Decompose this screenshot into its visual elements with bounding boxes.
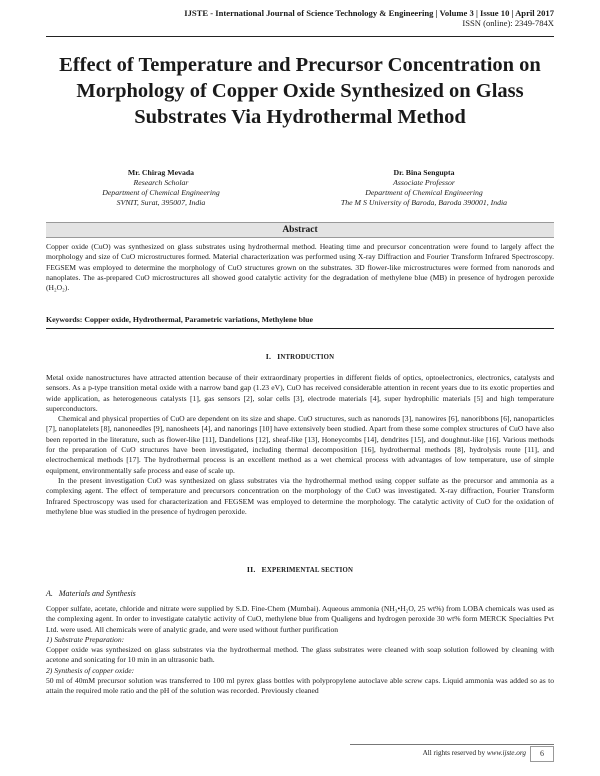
section-number: II.	[246, 565, 256, 574]
issn: ISSN (online): 2349-784X	[462, 18, 554, 28]
author-affiliation: SVNIT, Surat, 395007, India	[116, 198, 206, 207]
section-heading-introduction	[46, 352, 554, 361]
author-role: Associate Professor	[393, 178, 455, 187]
author-department: Department of Chemical Engineering	[102, 188, 220, 197]
paragraph: In the present investigation CuO was synthesized on glass substrates via the hydrothermal method using copper sulfate as the precursor and ammonia as a complexing agent. The effect of temperature and precursors concentration on the morphology of the CuO was investigated. X-ray diffraction, Fourier Transform Infrared Spectroscopy was used for characterization and FEGSEM was employed to determine the morphology. The catalytic activity of CuO for the oxidation of methylene blue was studied in the presence of hydrogen peroxide.	[46, 475, 554, 516]
abstract-text: Copper oxide (CuO) was synthesized on glass substrates using hydrothermal method. Heating time and precursor concentration were found to largely affect the morphology and size of CuO microstructures formed. Material characterization was performed using X-ray Diffraction and Fourier Transform Infrared Spectroscopy. FEGSEM was employed to determine the morphology of CuO structures grown on the substrates. 3D flower-like microstructures were formed from nanorods and nanoplates. The as-prepared CuO microstructures all showed good catalytic activity for the degradation of methylene blue (MB) in presence of hydrogen peroxide (H₂O₂).	[46, 242, 554, 293]
author-name: Dr. Bina Sengupta	[393, 168, 455, 177]
subsection-title: Materials and Synthesis	[58, 589, 136, 598]
section-title-rest: NTRODUCTION	[280, 354, 335, 361]
section-title-initial: I	[277, 352, 281, 361]
introduction-body	[46, 373, 554, 517]
step-heading: 1) Substrate Preparation:	[46, 634, 125, 644]
footer-divider	[350, 744, 554, 745]
paragraph: Chemical and physical properties of CuO are dependent on its size and shape. CuO structures, such as nanorods [3], nanowires [6], nanoribbons [6], nanoparticles [7], nanoplatelets [8], nanoneedles [9], nanosheets [4], and nanorings [10] have extensively been studied. Apart from these some complex structures of CuO have also been reported in the literature, such as flower-like [11], Dandelions [12], sheaf-like [13], Honeycombs [14], dendrites [15], and doughnut-like [16]. Various methods for the preparation of CuO structures have been investigated, including thermal decomposition [16], hydrothermal methods [8], hydrolysis route [11], and electrochemical methods [17]. The hydrothermal process is an excellent method as a wet chemical process with advantages of low temperature, use of simple equipment, environmentally safe process and ease of scale up.	[46, 414, 554, 475]
materials-body	[46, 604, 554, 697]
section-title-rest: XPERIMENTAL SECTION	[266, 567, 354, 574]
paragraph: Copper oxide was synthesized on glass substrates via the hydrothermal method. The glass substrates were cleaned with soap solution followed by cleaning with acetone and sonicating for 10 min in an ultrasonic bath.	[46, 645, 554, 665]
section-number: I.	[265, 352, 272, 361]
paper-title: Effect of Temperature and Precursor Concentration on Morphology of Copper Oxide Synthesized on Glass Substrates Via Hydrothermal Method	[59, 54, 541, 128]
footer-rights	[423, 749, 526, 757]
author-affiliation: The M S University of Baroda, Baroda 390001, India	[340, 198, 508, 207]
header-divider	[46, 36, 554, 37]
author-name: Mr. Chirag Mevada	[127, 168, 195, 177]
footer-rights-text: All rights reserved by	[422, 749, 487, 757]
abstract-heading: Abstract	[46, 222, 554, 238]
step-heading: 2) Synthesis of copper oxide:	[46, 665, 135, 675]
paragraph: Copper sulfate, acetate, chloride and nitrate were supplied by S.D. Fine-Chem (Mumbai). Aqueous ammonia (NH₃•H₂O, 25 wt%) from LOBA chemicals was used as the complexing agent. In order to investigate catalytic activity of CuO, methylene blue from Qualigens and hydrogen peroxide 30 wt% form MERCK Specialties Pvt Ltd. were used. All chemicals were of analytic grade, and were used without further purification	[46, 604, 554, 634]
author-department: Department of Chemical Engineering	[365, 188, 483, 197]
subsection-number: A.	[46, 589, 53, 598]
keywords: Keywords: Copper oxide, Hydrothermal, Parametric variations, Methylene blue	[46, 315, 313, 324]
keywords-divider	[46, 328, 554, 329]
section-title-initial: E	[261, 565, 267, 574]
page-number: 6	[530, 746, 554, 762]
footer-site-link[interactable]: www.ijste.org	[486, 749, 526, 757]
journal-citation: IJSTE - International Journal of Science Technology & Engineering | Volume 3 | Issue 10 | April 2017	[184, 8, 554, 18]
author-block	[46, 168, 554, 218]
author-1	[46, 168, 276, 208]
author-2	[294, 168, 554, 208]
author-role: Research Scholar	[133, 178, 189, 187]
paragraph: 50 ml of 40mM precursor solution was transferred to 100 ml pyrex glass bottles with polypropylene autoclave able screw caps. Liquid ammonia was added so as to attain the required mole ratio and the pH of the solution was recorded. Previously cleaned	[46, 676, 554, 696]
paragraph: Metal oxide nanostructures have attracted attention because of their extraordinary properties in different fields of optics, optoelectronics, electronics, catalysts and sensors. As a p-type transition metal oxide with a narrow band gap (1.23 eV), CuO has received considerable attention in recent years due to its exotic properties and wide application, as heterogeneous catalysts [1], gas sensors [2], solar cells [3], electrode materials [4], super hydrophilic materials [5] and high temperature superconductors.	[46, 373, 554, 413]
subsection-heading-materials	[46, 589, 136, 598]
section-heading-experimental	[46, 565, 554, 574]
journal-header	[184, 8, 554, 28]
